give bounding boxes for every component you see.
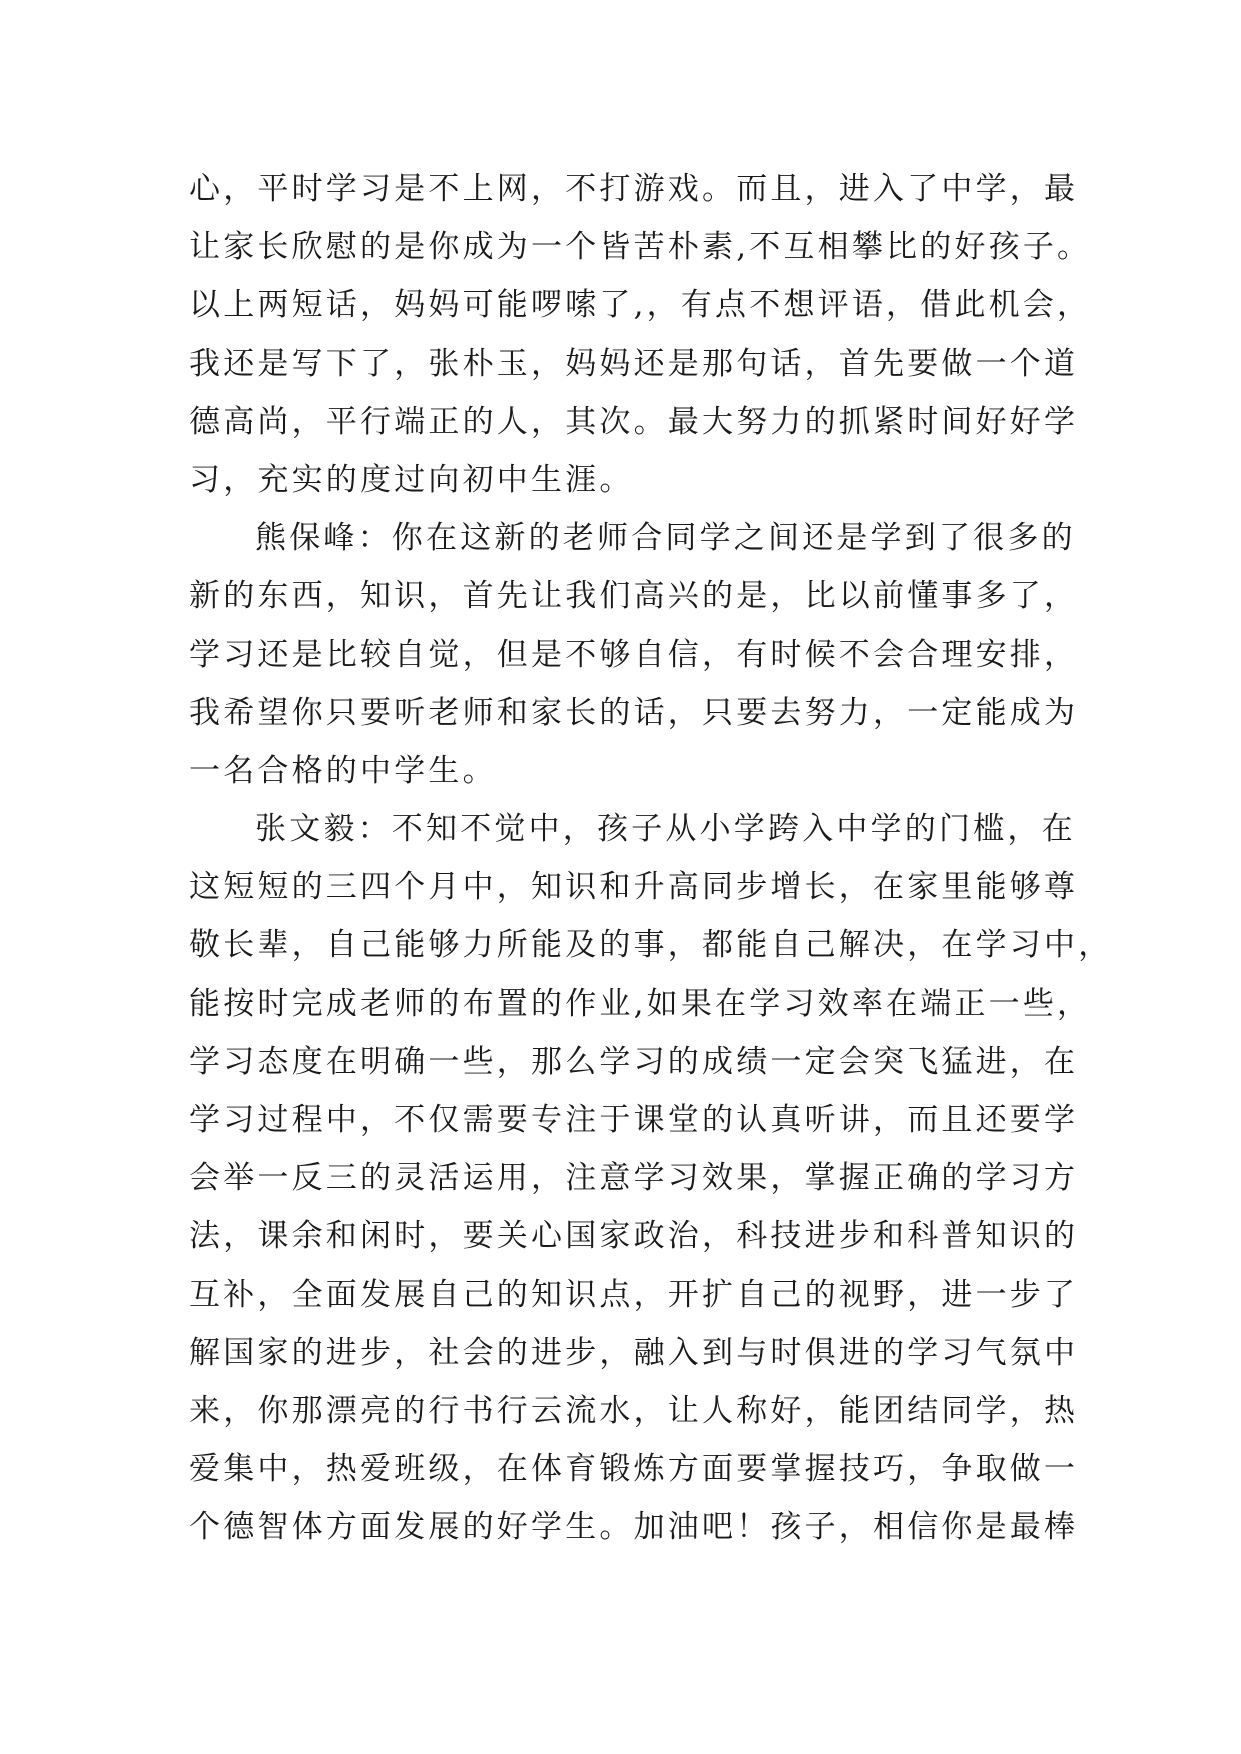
text-line: 互补，全面发展自己的知识点，开扩自己的视野，进一步了 — [189, 1276, 1079, 1313]
text-line: 敬长辈，自己能够力所能及的事，都能自己解决，在学习中， — [189, 927, 1113, 964]
text-line: 以上两短话，妈妈可能啰嗦了,，有点不想评语，借此机会， — [189, 287, 1092, 324]
text-line: 新的东西，知识，首先让我们高兴的是，比以前懂事多了， — [189, 578, 1079, 615]
text-line: 法，课余和闲时，要关心国家政治，科技进步和科普知识的 — [189, 1218, 1079, 1255]
text-line: 我希望你只要听老师和家长的话，只要去努力，一定能成为 — [189, 694, 1079, 731]
text-line: 解国家的进步，社会的进步，融入到与时俱进的学习气氛中 — [189, 1334, 1079, 1371]
text-line: 德高尚，平行端正的人，其次。最大努力的抓紧时间好好学 — [189, 403, 1079, 440]
paragraph-start-line: 张文毅：不知不觉中，孩子从小学跨入中学的门槛，在 — [255, 811, 1076, 848]
text-line: 这短短的三四个月中，知识和升高同步增长，在家里能够尊 — [189, 869, 1079, 906]
text-line: 心，平时学习是不上网，不打游戏。而且，进入了中学，最 — [189, 171, 1079, 207]
text-line: 学习过程中，不仅需要专注于课堂的认真听讲，而且还要学 — [189, 1102, 1079, 1138]
text-line: 爱集中，热爱班级，在体育锻炼方面要掌握技巧，争取做一 — [189, 1451, 1079, 1488]
paragraph-start-line: 熊保峰：你在这新的老师合同学之间还是学到了很多的 — [255, 520, 1076, 557]
text-line: 我还是写下了，张朴玉，妈妈还是那句话，首先要做一个道 — [189, 345, 1079, 382]
text-line: 来，你那漂亮的行书行云流水，让人称好，能团结同学，热 — [189, 1392, 1079, 1429]
text-line: 让家长欣慰的是你成为一个皆苦朴素,不互相攀比的好孩子。 — [189, 229, 1092, 266]
text-line: 学习还是比较自觉，但是不够自信，有时候不会合理安排， — [189, 636, 1079, 673]
text-line: 习，充实的度过向初中生涯。 — [189, 461, 634, 498]
body-text — [189, 160, 1113, 1557]
text-line: 能按时完成老师的布置的作业,如果在学习效率在端正一些， — [189, 985, 1092, 1022]
text-line: 会举一反三的灵活运用，注意学习效果，掌握正确的学习方 — [189, 1160, 1079, 1197]
text-line: 个德智体方面发展的好学生。加油吧！孩子，相信你是最棒 — [189, 1509, 1079, 1546]
text-line: 学习态度在明确一些，那么学习的成绩一定会突飞猛进，在 — [189, 1043, 1079, 1080]
text-line: 一名合格的中学生。 — [189, 752, 497, 789]
